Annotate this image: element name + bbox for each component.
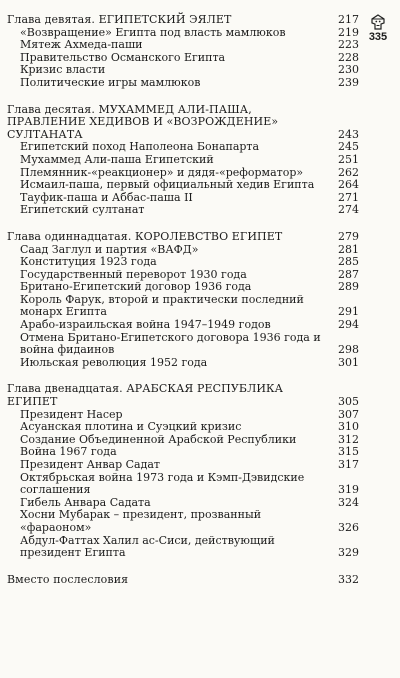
entry-title: Октябрьская война 1973 года и Кэмп-Дэвидские соглашения [20, 470, 305, 497]
toc-entry[interactable] [7, 319, 359, 332]
chapter-heading[interactable] [7, 231, 359, 244]
page-ref: 223 [338, 38, 359, 52]
toc-entry[interactable] [7, 281, 359, 294]
chapter-heading[interactable] [7, 14, 359, 27]
page-ref: 239 [338, 75, 359, 89]
toc-entry[interactable] [7, 421, 359, 434]
toc-entry[interactable] [7, 179, 359, 192]
page-ref: 217 [338, 13, 359, 26]
entry-title: Мятеж Ахмеда-паши [20, 38, 143, 52]
entry-title: Тауфик-паша и Аббас-паша II [20, 190, 193, 204]
toc-entry[interactable] [7, 472, 359, 497]
page-ref: 271 [338, 190, 359, 204]
entry-title: Исмаил-паша, первый официальный хедив Египта [20, 178, 315, 192]
chapter-10 [7, 104, 359, 217]
entry-title: Президент Анвар Садат [20, 458, 161, 471]
page-ref: 315 [338, 445, 359, 459]
entry-title: Племянник-«реакционер» и дядя-«реформатор» [20, 165, 304, 179]
page-ref: 243 [338, 127, 359, 141]
page-ref: 291 [338, 305, 359, 319]
page-ref: 307 [338, 407, 359, 421]
page-ref: 310 [338, 420, 359, 434]
afterword-entry[interactable] [7, 574, 359, 587]
afterword [7, 574, 359, 587]
page-ref: 262 [338, 165, 359, 179]
toc-entry[interactable] [7, 535, 359, 560]
toc-entry[interactable] [7, 509, 359, 534]
toc-entry[interactable] [7, 332, 359, 357]
entry-title: Британо-Египетский договор 1936 года [20, 280, 252, 294]
entry-title: Хосни Мубарак – президент, прозванный «фараоном» [20, 508, 262, 534]
chapter-12 [7, 383, 359, 559]
entry-title: Король Фарук, второй и практически последний монарх Египта [20, 292, 304, 319]
chapter-title: Глава двенадцатая. АРАБСКАЯ РЕСПУБЛИКА ЕГИПЕТ [7, 382, 284, 409]
page-ref: 326 [338, 520, 359, 534]
toc-entry[interactable] [7, 357, 359, 370]
entry-title: Правительство Османского Египта [20, 50, 226, 64]
page-ref: 251 [338, 152, 359, 166]
table-of-contents [7, 14, 359, 600]
toc-entry[interactable] [7, 256, 359, 269]
chapter-9 [7, 14, 359, 90]
afterword-title: Вместо послесловия [7, 572, 129, 586]
entry-title: «Возвращение» Египта под власть мамлюков [20, 25, 286, 39]
entry-title: Египетский поход Наполеона Бонапарта [20, 140, 260, 154]
entry-title: Абдул-Фаттах Халил ас-Сиси, действующий президент Египта [20, 533, 275, 560]
page-ref: 301 [338, 355, 359, 369]
page-ref: 289 [338, 280, 359, 294]
page-ref: 319 [338, 483, 359, 497]
page-ref: 329 [338, 546, 359, 560]
toc-entry[interactable] [7, 154, 359, 167]
page-ref: 230 [338, 63, 359, 77]
entry-title: Арабо-израильская война 1947–1949 годов [20, 318, 271, 332]
toc-entry[interactable] [7, 459, 359, 472]
page-ref: 228 [338, 50, 359, 64]
page-ref: 287 [338, 267, 359, 281]
entry-title: Гибель Анвара Садата [20, 495, 151, 509]
chapter-title: Глава десятая. МУХАММЕД АЛИ-ПАША, ПРАВЛЕНИЕ ХЕДИВОВ И «ВОЗРОЖДЕНИЕ» СУЛТАНАТА [7, 102, 279, 141]
page-ref: 294 [338, 318, 359, 332]
entry-title: Саад Заглул и партия «ВАФД» [20, 242, 199, 256]
page-ref: 324 [338, 495, 359, 509]
page-number: 335 [368, 31, 388, 43]
page-ref: 305 [338, 395, 359, 409]
chapter-title: Глава одиннадцатая. КОРОЛЕВСТВО ЕГИПЕТ [7, 229, 283, 243]
toc-entry[interactable] [7, 294, 359, 319]
entry-title: Кризис власти [20, 63, 106, 77]
chapter-heading[interactable] [7, 104, 359, 142]
entry-title: Мухаммед Али-паша Египетский [20, 152, 214, 166]
page-ref: 317 [338, 458, 359, 471]
chapter-11 [7, 231, 359, 370]
chapter-title: Глава девятая. ЕГИПЕТСКИЙ ЭЯЛЕТ [7, 13, 232, 26]
entry-title: Президент Насер [20, 407, 123, 421]
entry-title: Асуанская плотина и Суэцкий кризис [20, 420, 242, 434]
page-number-block [361, 14, 395, 43]
page-ref: 281 [338, 242, 359, 256]
entry-title: Война 1967 года [20, 445, 117, 459]
page-ref: 264 [338, 178, 359, 192]
page-ref: 298 [338, 343, 359, 357]
page-ref: 274 [338, 203, 359, 217]
pharaoh-icon [369, 14, 387, 30]
chapter-heading[interactable] [7, 383, 359, 408]
entry-title: Отмена Британо-Египетского договора 1936 года и война фидаинов [20, 330, 321, 357]
entry-title: Июльская революция 1952 года [20, 355, 208, 369]
entry-title: Египетский султанат [20, 203, 145, 217]
entry-title: Политические игры мамлюков [20, 75, 201, 89]
page-ref: 219 [338, 25, 359, 39]
page-ref: 245 [338, 140, 359, 154]
entry-title: Конституция 1923 года [20, 255, 157, 269]
page-ref: 285 [338, 255, 359, 269]
page-ref: 279 [338, 229, 359, 243]
toc-entry[interactable] [7, 39, 359, 52]
page-ref: 312 [338, 432, 359, 446]
toc-entry[interactable] [7, 77, 359, 90]
entry-title: Государственный переворот 1930 года [20, 267, 247, 281]
toc-entry[interactable] [7, 204, 359, 217]
page-ref: 332 [338, 572, 359, 586]
entry-title: Создание Объединенной Арабской Республики [20, 432, 297, 446]
